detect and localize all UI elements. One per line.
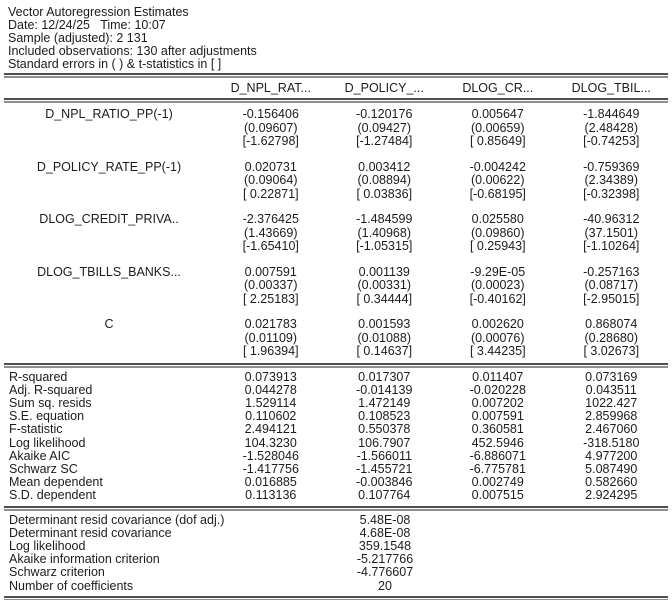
coefficient-value: 0.025580 bbox=[471, 212, 524, 226]
stat-label: R-squared bbox=[9, 369, 68, 384]
summary-value: 4.68E-08 bbox=[359, 525, 411, 540]
coefficient-cell bbox=[555, 161, 669, 202]
stat-label: Log likelihood bbox=[9, 435, 86, 450]
std-error-value: (0.09607) bbox=[243, 120, 298, 135]
stat-value: 1.529114 bbox=[245, 395, 297, 410]
t-statistic-value: [ 0.14637] bbox=[356, 344, 413, 358]
coefficient-cell bbox=[328, 108, 442, 149]
stat-value: 2.924295 bbox=[585, 488, 638, 503]
row-label: D_NPL_RATIO_PP(-1) bbox=[45, 107, 173, 121]
stat-value: -0.020228 bbox=[469, 382, 526, 397]
stat-value: 1.472149 bbox=[358, 395, 411, 410]
row-label: D_POLICY_RATE_PP(-1) bbox=[36, 159, 182, 174]
coefficient-cell bbox=[441, 108, 555, 149]
stat-value: 0.360581 bbox=[471, 422, 524, 437]
t-statistic-value: [-2.95015] bbox=[583, 291, 640, 306]
stat-value: 0.044278 bbox=[244, 382, 297, 397]
stat-row bbox=[4, 450, 668, 463]
column-header: DLOG_CR... bbox=[462, 81, 534, 95]
coefficient-value: -0.004242 bbox=[469, 159, 526, 174]
std-error-value: (0.08717) bbox=[584, 278, 638, 292]
t-statistic-value: [-1.65410] bbox=[242, 239, 299, 253]
coefficient-value: 0.020731 bbox=[244, 159, 297, 174]
std-error-value: (0.09064) bbox=[243, 173, 298, 187]
t-statistic-value: [ 0.85649] bbox=[469, 134, 526, 148]
coefficient-value: 0.003412 bbox=[358, 159, 411, 174]
t-statistic-value: [ 1.96394] bbox=[242, 344, 299, 358]
coefficient-value: -0.120176 bbox=[356, 107, 413, 121]
stat-label: S.D. dependent bbox=[9, 488, 96, 503]
stat-row bbox=[4, 423, 668, 436]
stat-value: 0.007591 bbox=[471, 409, 524, 424]
summary-spacer bbox=[441, 514, 668, 527]
stat-row bbox=[4, 489, 668, 502]
t-statistic-value: [-1.62798] bbox=[242, 134, 299, 148]
std-error-value: (0.01088) bbox=[357, 330, 411, 345]
summary-row bbox=[4, 580, 668, 593]
coefficient-row bbox=[4, 266, 668, 307]
std-error-value: (0.09860) bbox=[470, 225, 525, 240]
column-header-empty bbox=[4, 81, 214, 95]
coefficient-cell bbox=[555, 213, 669, 254]
output-title: Vector Autoregression Estimates bbox=[8, 5, 189, 19]
coefficient-value: -1.844649 bbox=[583, 107, 640, 121]
coefficient-cell bbox=[441, 213, 555, 254]
coefficient-cell bbox=[555, 266, 669, 307]
t-statistic-value: [ 0.25943] bbox=[469, 239, 526, 253]
stat-value: 1022.427 bbox=[585, 395, 638, 410]
stat-value: 0.108523 bbox=[358, 409, 411, 424]
std-error-value: (0.28680) bbox=[584, 330, 638, 345]
stat-value: 452.5946 bbox=[471, 435, 524, 450]
stat-value: 0.017307 bbox=[358, 369, 411, 384]
coefficient-row bbox=[4, 213, 668, 254]
summary-value: 20 bbox=[378, 578, 392, 593]
row-label: C bbox=[104, 317, 114, 331]
column-header: D_NPL_RAT... bbox=[230, 81, 311, 95]
stat-value: 5.087490 bbox=[585, 461, 638, 476]
coefficient-cell bbox=[214, 266, 328, 307]
coefficient-value: -40.96312 bbox=[583, 212, 640, 226]
coefficient-cell bbox=[555, 318, 669, 359]
stat-value: 2.859968 bbox=[585, 409, 638, 424]
coefficient-cell bbox=[214, 161, 328, 202]
coefficient-cell bbox=[214, 108, 328, 149]
summary-spacer bbox=[441, 540, 668, 553]
stat-value: 0.107764 bbox=[358, 488, 411, 503]
stat-row bbox=[4, 371, 668, 384]
std-error-value: (0.08894) bbox=[357, 173, 411, 187]
stat-value: 104.3230 bbox=[244, 435, 297, 450]
std-error-value: (1.40968) bbox=[357, 225, 411, 240]
stat-value: 0.016885 bbox=[244, 475, 297, 490]
stat-value: 0.582660 bbox=[585, 475, 638, 490]
output-header bbox=[4, 4, 668, 73]
coefficient-value: 0.001593 bbox=[358, 317, 411, 331]
stat-row bbox=[4, 476, 668, 489]
stat-value: 0.113136 bbox=[245, 488, 297, 503]
summary-spacer bbox=[441, 566, 668, 579]
coefficient-cell bbox=[328, 266, 442, 307]
coefficient-value: 0.001139 bbox=[358, 264, 410, 279]
stat-value: 0.073913 bbox=[244, 369, 297, 384]
std-error-value: (2.34389) bbox=[584, 173, 638, 187]
stat-value: -1.417756 bbox=[242, 461, 299, 476]
summary-label: Number of coefficients bbox=[9, 578, 134, 593]
coefficient-row bbox=[4, 108, 668, 149]
coefficient-cell bbox=[441, 266, 555, 307]
stat-label: Mean dependent bbox=[9, 475, 103, 490]
std-error-value: (37.1501) bbox=[584, 225, 638, 240]
t-statistic-value: [-0.74253] bbox=[583, 134, 640, 148]
coefficient-value: -9.29E-05 bbox=[470, 264, 526, 279]
t-statistic-value: [ 0.22871] bbox=[242, 186, 299, 201]
coefficient-cell bbox=[328, 213, 442, 254]
std-error-value: (0.00023) bbox=[470, 278, 525, 292]
rule-bottom bbox=[4, 596, 668, 600]
coefficient-value: -2.376425 bbox=[242, 212, 299, 226]
stat-label: Schwarz SC bbox=[9, 461, 78, 476]
std-error-value: (0.09427) bbox=[357, 120, 411, 135]
column-header: DLOG_TBIL... bbox=[571, 81, 651, 95]
coefficient-cell bbox=[328, 161, 442, 202]
summary-label: Log likelihood bbox=[9, 538, 86, 553]
t-statistic-value: [-1.05315] bbox=[356, 239, 413, 253]
std-error-value: (1.43669) bbox=[243, 225, 298, 240]
stat-row bbox=[4, 384, 668, 397]
equation-stats-section bbox=[4, 368, 668, 506]
stat-value: 0.011407 bbox=[472, 369, 524, 384]
column-header-row bbox=[4, 78, 668, 98]
stat-label: S.E. equation bbox=[9, 409, 85, 424]
sample-line: Sample (adjusted): 2 131 bbox=[8, 31, 148, 45]
stderr-note-line: Standard errors in ( ) & t-statistics in [ ] bbox=[8, 57, 222, 71]
coefficient-cell bbox=[328, 318, 442, 359]
stat-value: -0.014139 bbox=[356, 382, 413, 397]
summary-spacer bbox=[441, 527, 668, 540]
stat-row bbox=[4, 437, 668, 450]
std-error-value: (2.48428) bbox=[584, 120, 638, 135]
stat-value: -0.003846 bbox=[356, 475, 413, 490]
stat-label: Akaike AIC bbox=[9, 448, 71, 463]
summary-label: Determinant resid covariance bbox=[9, 525, 172, 540]
coefficient-value: -0.156406 bbox=[242, 107, 299, 121]
stat-value: -318.5180 bbox=[583, 435, 640, 450]
stat-value: 0.550378 bbox=[358, 422, 411, 437]
summary-spacer bbox=[441, 580, 668, 593]
stat-label: F-statistic bbox=[9, 422, 63, 437]
stat-value: 0.007202 bbox=[471, 395, 524, 410]
stat-value: -1.566011 bbox=[356, 448, 412, 463]
std-error-value: (0.00337) bbox=[243, 278, 298, 292]
row-label: DLOG_CREDIT_PRIVA.. bbox=[39, 212, 179, 226]
coefficient-row bbox=[4, 318, 668, 359]
summary-label: Schwarz criterion bbox=[9, 565, 105, 580]
coefficient-value: 0.002620 bbox=[471, 317, 524, 331]
stat-value: 2.467060 bbox=[585, 422, 638, 437]
stat-value: 2.494121 bbox=[244, 422, 297, 437]
coefficient-cell bbox=[214, 213, 328, 254]
stat-value: 106.7907 bbox=[358, 435, 411, 450]
t-statistic-value: [-0.68195] bbox=[469, 186, 526, 201]
coefficient-cell bbox=[441, 318, 555, 359]
system-summary-section bbox=[4, 511, 668, 596]
stat-value: -1.455721 bbox=[356, 461, 413, 476]
stat-value: 0.007515 bbox=[471, 488, 524, 503]
coefficient-cell bbox=[441, 161, 555, 202]
t-statistic-value: [ 0.34444] bbox=[356, 291, 413, 306]
coefficients-section bbox=[4, 103, 668, 363]
coefficient-value: -1.484599 bbox=[356, 212, 413, 226]
date-time-line: Date: 12/24/25 Time: 10:07 bbox=[8, 18, 166, 32]
stat-row bbox=[4, 410, 668, 423]
coefficient-cell bbox=[214, 318, 328, 359]
t-statistic-value: [ 3.02673] bbox=[583, 344, 640, 358]
t-statistic-value: [-0.40162] bbox=[469, 291, 526, 306]
summary-row bbox=[4, 514, 668, 527]
row-label: DLOG_TBILLS_BANKS... bbox=[37, 264, 181, 279]
stat-value: -6.886071 bbox=[469, 448, 526, 463]
coefficient-value: 0.868074 bbox=[585, 317, 638, 331]
summary-value: 5.48E-08 bbox=[359, 512, 411, 527]
stat-value: -1.528046 bbox=[242, 448, 299, 463]
column-header: D_POLICY_... bbox=[344, 81, 424, 95]
coefficient-value: -0.257163 bbox=[583, 264, 640, 279]
summary-label: Akaike information criterion bbox=[9, 552, 160, 567]
coefficient-row bbox=[4, 161, 668, 202]
std-error-value: (0.00659) bbox=[470, 120, 525, 135]
stat-row bbox=[4, 463, 668, 476]
coefficient-cell bbox=[555, 108, 669, 149]
stat-value: 0.043511 bbox=[585, 382, 637, 397]
summary-spacer bbox=[441, 553, 668, 566]
stat-value: 0.002749 bbox=[471, 475, 524, 490]
summary-row bbox=[4, 566, 668, 579]
stat-value: 4.977200 bbox=[585, 448, 638, 463]
t-statistic-value: [ 0.03836] bbox=[356, 186, 413, 201]
t-statistic-value: [-1.10264] bbox=[583, 239, 640, 253]
summary-value: -4.776607 bbox=[356, 565, 414, 580]
coefficient-value: -0.759369 bbox=[583, 159, 640, 174]
stat-label: Adj. R-squared bbox=[9, 382, 93, 397]
std-error-value: (0.00331) bbox=[357, 278, 411, 292]
stat-label: Sum sq. resids bbox=[9, 395, 92, 410]
std-error-value: (0.00622) bbox=[470, 173, 525, 187]
coefficient-value: 0.007591 bbox=[244, 264, 297, 279]
stat-row bbox=[4, 397, 668, 410]
stat-value: 0.073169 bbox=[585, 369, 638, 384]
t-statistic-value: [ 3.44235] bbox=[469, 344, 526, 358]
summary-value: 359.1548 bbox=[358, 538, 412, 553]
std-error-value: (0.00076) bbox=[470, 330, 525, 345]
summary-value: -5.217766 bbox=[356, 552, 414, 567]
stat-value: 0.110602 bbox=[245, 409, 297, 424]
summary-label: Determinant resid covariance (dof adj.) bbox=[9, 512, 225, 527]
coefficient-value: 0.021783 bbox=[244, 317, 297, 331]
t-statistic-value: [ 2.25183] bbox=[242, 291, 299, 306]
summary-row bbox=[4, 527, 668, 540]
observations-line: Included observations: 130 after adjustments bbox=[8, 44, 257, 58]
t-statistic-value: [-1.27484] bbox=[356, 134, 413, 148]
t-statistic-value: [-0.32398] bbox=[583, 186, 640, 201]
std-error-value: (0.01109) bbox=[244, 330, 298, 345]
coefficient-value: 0.005647 bbox=[471, 107, 524, 121]
stat-value: -6.775781 bbox=[469, 461, 526, 476]
